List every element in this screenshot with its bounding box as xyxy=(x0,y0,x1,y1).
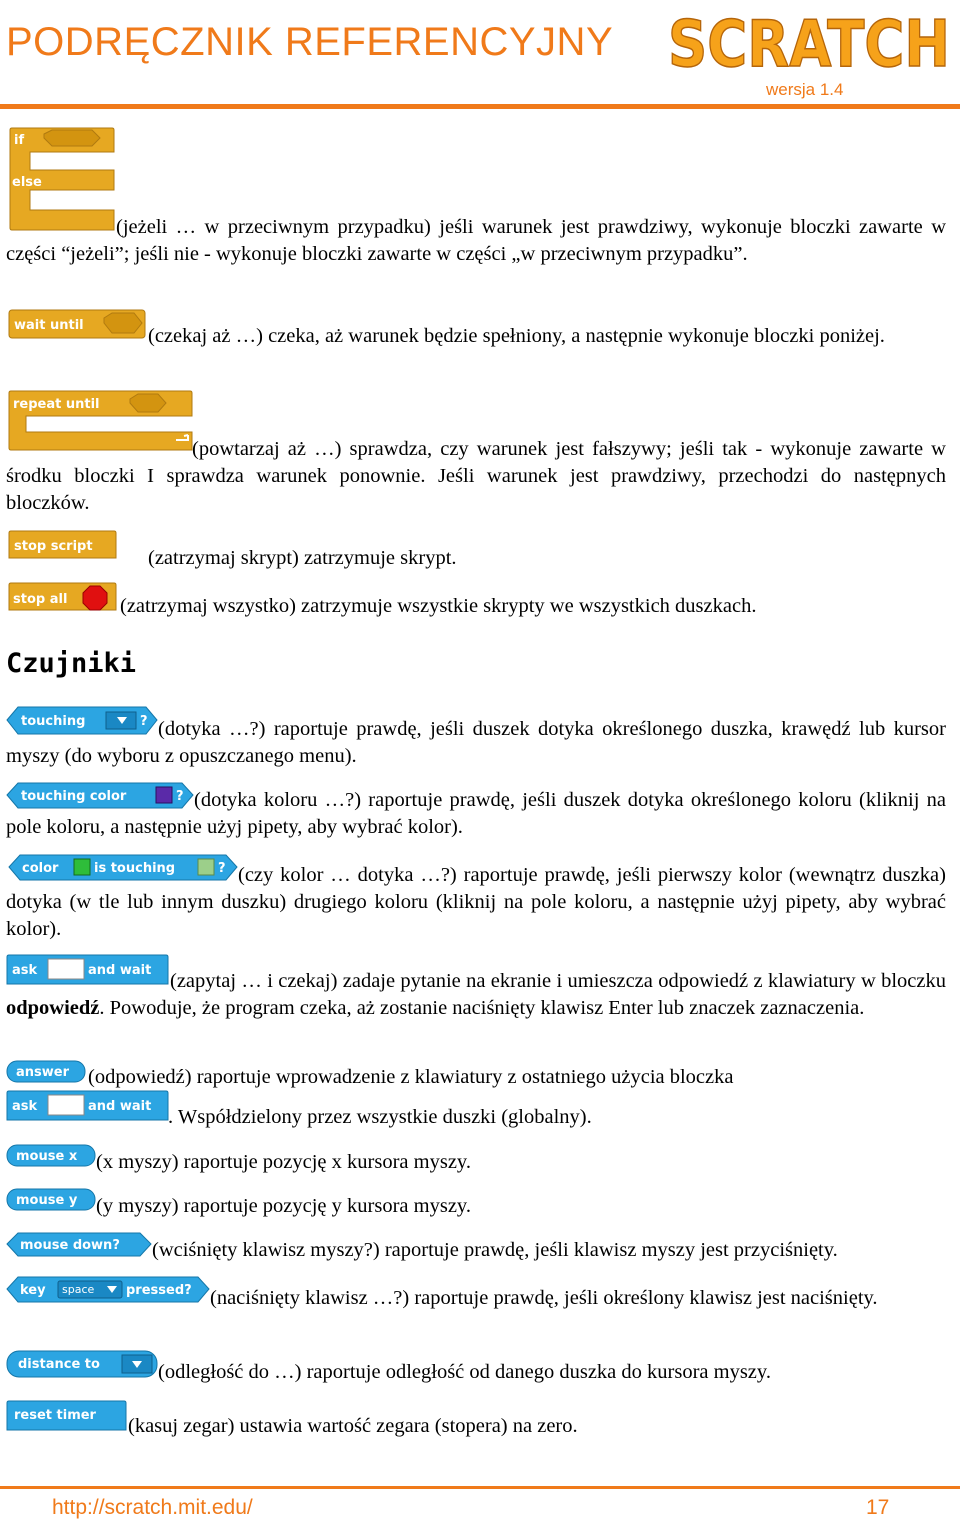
key-label: key xyxy=(20,1283,46,1298)
reset-timer-description: (kasuj zegar) ustawia wartość zegara (stopera) na zero. xyxy=(128,1415,578,1437)
stop-all-block xyxy=(8,582,118,616)
touching-description: (dotyka …?) raportuje prawdę, jeśli duszek dotyka określonego duszka, krawędź lub kursor myszy (do wyboru z opuszczanego menu). xyxy=(6,718,946,767)
distance-to-label: distance to xyxy=(18,1357,100,1372)
ask-and-wait-inline-block xyxy=(6,1090,170,1124)
color-is-touching-description: (czy kolor … dotyka …?) raportuje prawdę, jeśli pierwszy kolor (wewnątrz duszka) dotyka (w tle lub innym duszku) drugiego koloru (kliknij na pole koloru, a następnie użyj pipety, aby wybrać kolor). xyxy=(6,864,946,940)
distance-to-block xyxy=(6,1350,158,1378)
ask-label: ask xyxy=(12,963,38,978)
is-touching-label: is touching xyxy=(94,861,176,876)
page-header-title: PODRĘCZNIK REFERENCYJNY xyxy=(6,20,614,64)
and-wait-label: and wait xyxy=(88,963,152,978)
touching-color-description: (dotyka koloru …?) raportuje prawdę, jeśli duszek dotyka określonego koloru (kliknij na pole koloru, a następnie użyj pipety, aby wybrać kolor). xyxy=(6,789,946,838)
ask-description-part2: . Powoduje, że program czeka, aż zostanie naciśnięty klawisz Enter lub znaczek zaznaczenia. xyxy=(99,997,865,1019)
answer-description-line1: (odpowiedź) raportuje wprowadzenie z klawiatury z ostatniego użycia bloczka xyxy=(88,1066,734,1088)
pressed-label: pressed? xyxy=(126,1283,192,1298)
stop-script-label: stop script xyxy=(14,539,93,554)
ask-description-part1: (zapytaj … i czekaj) zadaje pytanie na ekranie i umieszcza odpowiedź z klawiatury w bloczku xyxy=(170,970,946,992)
touching-color-question: ? xyxy=(176,789,184,804)
mouse-x-block xyxy=(6,1144,96,1168)
else-label: else xyxy=(12,175,42,190)
page-number: 17 xyxy=(866,1496,890,1519)
repeat-until-label: repeat until xyxy=(13,397,100,412)
if-label: if xyxy=(14,133,25,148)
stop-script-description: (zatrzymaj skrypt) zatrzymuje skrypt. xyxy=(148,547,457,569)
footer-url-link[interactable]: http://scratch.mit.edu/ xyxy=(52,1496,253,1519)
stop-all-description: (zatrzymaj wszystko) zatrzymuje wszystkie skrypty we wszystkich duszkach. xyxy=(120,595,757,617)
reset-timer-label: reset timer xyxy=(14,1408,96,1423)
touching-color-label: touching color xyxy=(21,789,127,804)
color-is-touching-question: ? xyxy=(218,861,226,876)
mouse-down-label: mouse down? xyxy=(20,1238,120,1253)
stop-sign-icon xyxy=(83,586,107,610)
scratch-logo xyxy=(668,4,954,82)
section-heading-sensors: Czujniki xyxy=(6,648,137,679)
reset-timer-block xyxy=(6,1400,128,1434)
color-label: color xyxy=(22,861,59,876)
ask-inline-label: ask xyxy=(12,1099,38,1114)
if-else-description: (jeżeli … w przeciwnym przypadku) jeśli warunek jest prawdziwy, wykonuje bloczki zawarte w części “jeżeli”; jeśli nie - wykonuje bloczki zawarte w części „w przeciwnym przypadku”. xyxy=(6,216,946,265)
mouse-x-description: (x myszy) raportuje pozycję x kursora myszy. xyxy=(96,1151,471,1173)
mouse-y-label: mouse y xyxy=(16,1193,78,1208)
touching-label: touching xyxy=(21,714,86,729)
scratch-logo-text: SCRATCH xyxy=(668,8,950,82)
mouse-down-block xyxy=(6,1232,152,1258)
mouse-x-label: mouse x xyxy=(16,1149,78,1164)
wait-until-label: wait until xyxy=(14,318,84,333)
footer-rule xyxy=(0,1486,960,1489)
mouse-y-block xyxy=(6,1188,96,1212)
distance-to-description: (odległość do …) raportuje odległość od danego duszka do kursora myszy. xyxy=(158,1361,771,1383)
ask-description-bold: odpowiedź xyxy=(6,997,100,1019)
answer-label: answer xyxy=(16,1065,70,1080)
touching-question: ? xyxy=(140,714,148,729)
mouse-down-description: (wciśnięty klawisz myszy?) raportuje prawdę, jeśli klawisz myszy jest przyciśnięty. xyxy=(152,1239,838,1261)
version-label: wersja 1.4 xyxy=(766,80,844,99)
repeat-until-description: (powtarzaj aż …) sprawdza, czy warunek jest fałszywy; jeśli tak - wykonuje zawarte w środku bloczki I sprawdza warunek ponownie. Jeśli warunek jest prawdziwy, przechodzi do następnych bloczków. xyxy=(6,438,946,514)
wait-until-description: (czekaj aż …) czeka, aż warunek będzie spełniony, a następnie wykonuje bloczki poniżej. xyxy=(148,325,885,347)
stop-script-block xyxy=(8,530,118,564)
and-wait-inline-label: and wait xyxy=(88,1099,152,1114)
ask-inline-input-slot xyxy=(48,1095,84,1115)
key-pressed-description: (naciśnięty klawisz …?) raportuje prawdę, jeśli określony klawisz jest naciśnięty. xyxy=(210,1287,878,1309)
space-option: space xyxy=(62,1283,95,1296)
mouse-y-description: (y myszy) raportuje pozycję y kursora myszy. xyxy=(96,1195,471,1217)
answer-block xyxy=(6,1060,86,1084)
stop-all-label: stop all xyxy=(13,592,68,607)
answer-description-line2: . Współdzielony przez wszystkie duszki (globalny). xyxy=(168,1106,592,1128)
ask-description xyxy=(6,968,946,1022)
header-rule xyxy=(0,104,960,109)
